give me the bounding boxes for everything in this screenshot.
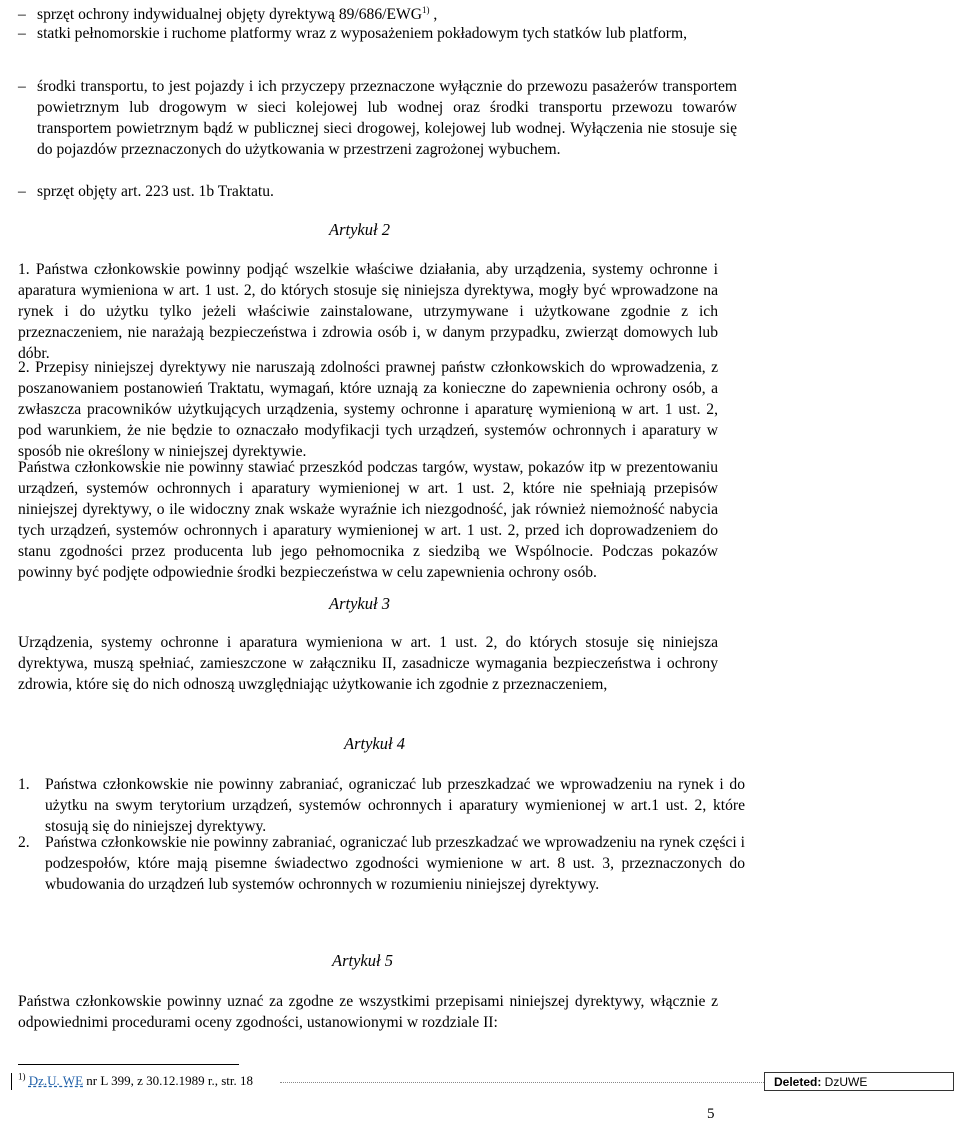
list-item (18, 23, 737, 44)
list-item (18, 181, 737, 202)
article-2-heading: Artykuł 2 (329, 220, 390, 239)
article-2-paragraph-2: 2. Przepisy niniejszej dyrektywy nie naruszają zdolności prawnej państw członkowskich do wprowadzenia, z poszanowaniem postanowień Traktatu, wymagań, które uznają za konieczne do zapewnienia ochrony osób, a zwłaszcza pracowników użytkujących urządzenia, systemy ochronne i aparaturę wymienioną w art. 1 ust. 2, pod warunkiem, że nie będzie to oznaczało modyfikacji tych urządzeń, systemów ochronnych i aparatury w sposób nie określony w niniejszej dyrektywie. (18, 359, 718, 460)
list-item (18, 4, 737, 25)
list-item-tail: , (429, 6, 438, 23)
dash-bullet: – (18, 183, 26, 200)
article-4-heading: Artykuł 4 (344, 734, 405, 753)
article-3-paragraph-1: Urządzenia, systemy ochronne i aparatura wymieniona w art. 1 ust. 2, do których stosuje się niniejsza dyrektywa, muszą spełniać, zamieszczone w załączniku II, zasadnicze wymagania bezpieczeństwa i ochrony zdrowia, które się do nich odnoszą uwzględniając użytkowanie ich zgodnie z przeznaczeniem, (18, 634, 718, 693)
deleted-label: Deleted: (774, 1075, 822, 1089)
list-item-text: sprzęt objęty art. 223 ust. 1b Traktatu. (37, 183, 274, 200)
list-item-text: statki pełnomorskie i ruchome platformy wraz z wyposażeniem pokładowym tych statków lub platform, (37, 25, 688, 42)
footnote (18, 1072, 253, 1090)
article-2-paragraph-1: 1. Państwa członkowskie powinny podjąć wszelkie właściwe działania, aby urządzenia, systemy ochronne i aparatura wymieniona w art. 1 ust. 2, do których stosuje się niniejsza dyrektywa, mogły być wprowadzone na rynek i do użytku tylko jeżeli właściwie zainstalowane, utrzymywane i użytkowane zgodnie z ich przeznaczeniem, nie narażają bezpieczeństwa i zdrowia osób i, w danym przypadku, zwierząt domowych lub dóbr. (18, 261, 718, 362)
item-number: 2. (18, 834, 30, 851)
article-5-heading: Artykuł 5 (332, 951, 393, 970)
item-text: Państwa członkowskie nie powinny zabraniać, ograniczać lub przeszkadzać we wprowadzeniu na rynek części i podzespołów, które mają pisemne świadectwo zgodności wymienione w art. 8 ust. 3, przeznaczonych do wbudowania do urządzeń lub systemów ochronnych w rozumieniu niniejszej dyrektywy. (45, 834, 745, 893)
footnote-reference[interactable]: 1) (422, 4, 430, 15)
article-2-paragraph-3: Państwa członkowskie nie powinny stawiać przeszkód podczas targów, wystaw, pokazów itp w prezentowaniu urządzeń, systemów ochronnych i aparatury wymienionej w art. 1 ust. 2, które nie spełniają przepisów niniejszej dyrektywy, o ile widoczny znak wskaże wyraźnie ich niezgodność, jak również niemożność nabycia tych urządzeń, systemów ochronnych i aparatury wymienionej w art. 1 ust. 2, przed ich doprowadzeniem do stanu zgodności przez producenta lub jego pełnomocnika z siedzibą we Wspólnocie. Podczas pokazów powinny być podjęte odpowiednie środki bezpieczeństwa w celu zapewnienia ochrony osób. (18, 459, 718, 581)
dash-bullet: – (18, 25, 26, 42)
dash-bullet: – (18, 78, 26, 95)
change-bar (11, 1073, 12, 1090)
list-item (18, 76, 737, 160)
item-text: Państwa członkowskie nie powinny zabraniać, ograniczać lub przeszkadzać we wprowadzeniu na rynek i do użytku na swym terytorium urządzeń, systemów ochronnych i aparatury wymienionej w art.1 ust. 2, które stosują się do niniejszej dyrektywy. (45, 776, 745, 835)
article-4-item-2 (18, 832, 745, 895)
footnote-marker: 1) (18, 1071, 26, 1082)
list-item-text: środki transportu, to jest pojazdy i ich przyczepy przeznaczone wyłącznie do przewozu pasażerów transportem powietrznym lub drogowym w sieci kolejowej lub wodnej oraz środki transportu przewozu towarów transportem powietrznym bądź w publicznej sieci drogowej, kolejowej lub wodnej. Wyłączenia nie stosuje się do pojazdów przeznaczonych do użytkowania w przestrzeni zagrożonej wybuchem. (37, 78, 737, 158)
article-4-item-1 (18, 774, 745, 837)
page-number: 5 (707, 1106, 715, 1122)
deleted-text: DzUWE (821, 1075, 868, 1089)
list-item-text: sprzęt ochrony indywidualnej objęty dyrektywą 89/686/EWG (37, 6, 422, 23)
article-3-heading: Artykuł 3 (329, 594, 390, 613)
footnote-text: nr L 399, z 30.12.1989 r., str. 18 (83, 1073, 253, 1088)
footnote-link[interactable]: Dz.U. WE (28, 1073, 84, 1088)
comment-connector (280, 1082, 764, 1083)
footnote-separator (18, 1064, 239, 1065)
item-number: 1. (18, 776, 30, 793)
article-5-paragraph-1: Państwa członkowskie powinny uznać za zgodne ze wszystkimi przepisami niniejszej dyrektywy, włącznie z odpowiednimi procedurami oceny zgodności, ustanowionymi w rozdziale II: (18, 993, 718, 1031)
dash-bullet: – (18, 6, 26, 23)
deleted-revision-balloon[interactable] (764, 1072, 954, 1091)
